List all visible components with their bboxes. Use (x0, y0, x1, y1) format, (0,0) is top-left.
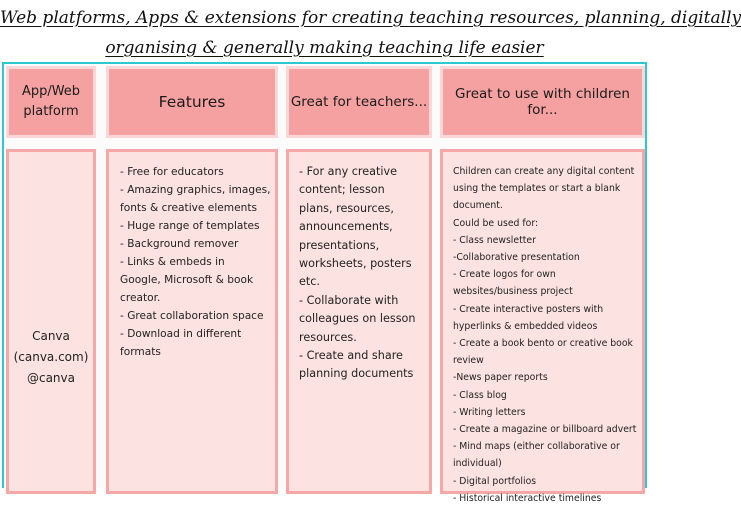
feature-line: creator. (120, 292, 161, 304)
children-line: hyperlinks & embedded videos (453, 320, 598, 332)
resource-table (2, 62, 647, 504)
feature-line: - Background remover (120, 238, 239, 250)
children-line: Could be used for: (453, 217, 539, 229)
header-app-line-2: platform (23, 104, 79, 119)
header-children-label: Great to use with children for... (454, 86, 630, 118)
feature-line: - Amazing graphics, images, (120, 184, 271, 196)
teacher-line: - Collaborate with (299, 293, 399, 307)
header-features-label: Features (158, 93, 226, 111)
teachers-list (299, 163, 429, 384)
teacher-line: etc. (299, 275, 320, 289)
children-line: document. (453, 200, 503, 212)
document-title (0, 0, 741, 64)
children-line: Children can create any digital content (453, 166, 635, 177)
children-line: - Create a book bento or creative book (453, 338, 633, 350)
feature-line: Google, Microsoft & book (120, 274, 254, 286)
children-line: using the templates or start a blank (453, 183, 621, 195)
app-url: (canva.com) (13, 350, 89, 364)
children-line: - Create logos for own (453, 269, 556, 281)
teacher-line: - Create and share (299, 349, 403, 363)
header-children (440, 66, 645, 138)
feature-line: - Huge range of templates (120, 220, 260, 232)
children-line: - Digital portfolios (453, 475, 537, 487)
children-line: - Mind maps (either collaborative or (453, 441, 620, 453)
children-line: websites/business project (453, 286, 573, 298)
children-line: - Class newsletter (453, 234, 536, 246)
children-cell (440, 149, 645, 504)
app-name: Canva (32, 329, 70, 343)
feature-line: - Links & embeds in (120, 256, 225, 268)
children-line: individual) (453, 458, 502, 470)
teacher-line: - For any creative (299, 165, 397, 178)
feature-line: formats (120, 346, 161, 358)
teachers-cell (286, 149, 432, 494)
children-line: review (453, 355, 484, 367)
children-line: - Create a magazine or billboard advert (453, 424, 637, 436)
children-list (453, 163, 642, 507)
app-handle: @canva (26, 371, 75, 385)
teacher-line: colleagues on lesson (299, 312, 416, 326)
header-features (106, 66, 278, 138)
teacher-line: worksheets, posters (299, 257, 412, 271)
features-cell (106, 149, 278, 494)
title-line-1: Web platforms, Apps & extensions for creating teaching resources, planning, digitally (0, 8, 741, 28)
header-teachers (286, 66, 432, 138)
teacher-line: resources. (299, 330, 357, 344)
children-line: - Create interactive posters with (453, 303, 604, 315)
teacher-line: announcements, (299, 220, 393, 234)
feature-line: - Free for educators (120, 166, 224, 178)
features-list (120, 163, 275, 361)
children-line: - Writing letters (453, 406, 526, 418)
teacher-line: plans, resources, (299, 201, 394, 215)
header-teachers-label: Great for teachers... (290, 94, 428, 110)
feature-line: fonts & creative elements (120, 202, 258, 214)
feature-line: - Download in different (120, 328, 242, 340)
feature-line: - Great collaboration space (120, 310, 264, 322)
teacher-line: presentations, (299, 238, 380, 252)
children-line: -News paper reports (453, 372, 548, 384)
teacher-line: planning documents (299, 367, 414, 381)
header-app-line-1: App/Web (21, 84, 81, 99)
app-name-cell (6, 149, 96, 494)
header-app-platform (6, 66, 96, 138)
teacher-line: content; lesson (299, 183, 385, 197)
children-line: - Historical interactive timelines (453, 492, 602, 504)
children-line: -Collaborative presentation (453, 252, 580, 264)
title-line-2: organising & generally making teaching life easier (105, 38, 544, 58)
children-line: - Class blog (453, 389, 507, 401)
